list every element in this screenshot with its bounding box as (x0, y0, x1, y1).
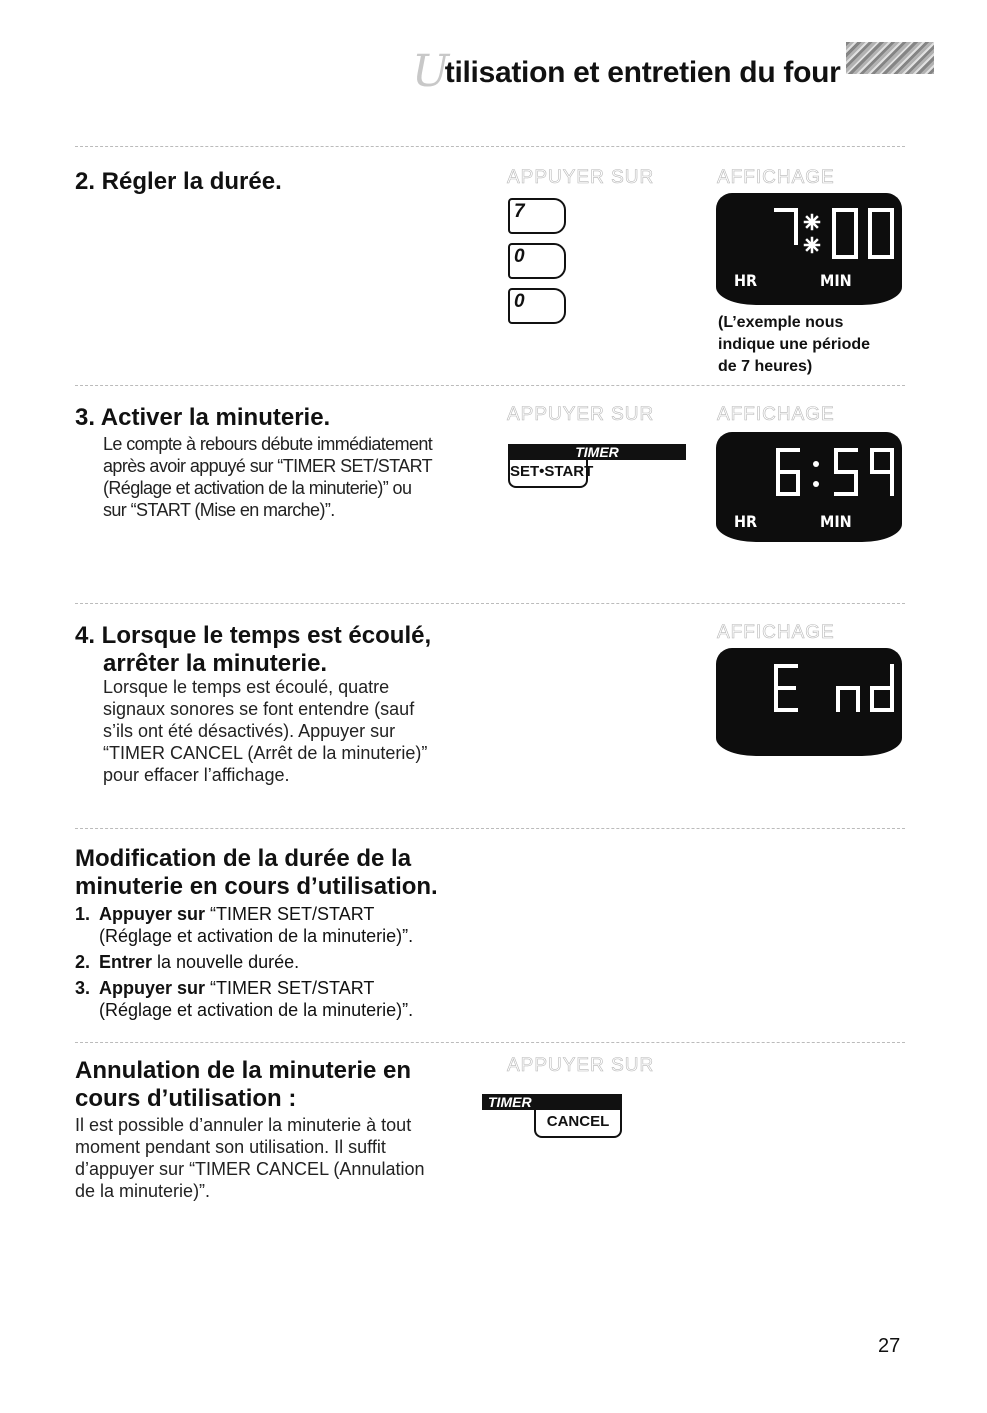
key-7[interactable] (508, 198, 566, 234)
key-0[interactable] (508, 288, 566, 324)
timer-label: TIMER (508, 444, 686, 460)
item-text: “TIMER SET/START (205, 978, 375, 998)
caption-line: (L’exemple nous (718, 314, 844, 331)
list-item (75, 951, 495, 973)
heading-line: Annulation de la minuterie en (75, 1057, 412, 1084)
hr-label: HR (734, 271, 758, 290)
text-line: signaux sonores se font entendre (sauf (103, 699, 415, 719)
item-bold: Entrer (99, 952, 153, 972)
key-0[interactable] (508, 243, 566, 279)
item-bold: Appuyer sur (99, 978, 206, 998)
text-line: (Réglage et activation de la minuterie)” ou (103, 478, 412, 498)
divider (75, 1042, 905, 1043)
press-column-label: APPUYER SUR (507, 1055, 655, 1076)
divider (75, 146, 905, 147)
step3-text (103, 433, 432, 521)
item-text: “TIMER SET/START (205, 904, 375, 924)
item-bold: Appuyer sur (99, 904, 206, 924)
title-decorative-initial: U (412, 46, 449, 97)
list-item (75, 903, 495, 925)
item-number: 1. (75, 904, 91, 924)
divider (75, 828, 905, 829)
item-continuation: (Réglage et activation de la minuterie)”. (99, 1000, 414, 1020)
display-6-59 (716, 432, 902, 542)
hr-label: HR (734, 512, 758, 531)
min-label: MIN (820, 271, 852, 290)
cancel-heading (75, 1057, 411, 1113)
page-number: 27 (878, 1335, 901, 1357)
cancel-label: CANCEL (534, 1110, 622, 1138)
caption-line: indique une période (718, 336, 871, 353)
text-line: sur “START (Mise en marche)”. (103, 500, 335, 520)
step2-heading: 2. Régler la durée. (75, 168, 282, 195)
text-line: Lorsque le temps est écoulé, quatre (103, 677, 390, 697)
page-title (412, 42, 841, 97)
key-label: 7 (514, 201, 525, 222)
text-line: Le compte à rebours débute immédiatement (103, 434, 433, 454)
timer-cancel-button[interactable] (482, 1088, 624, 1138)
key-label: 0 (514, 291, 525, 312)
item-number: 3. (75, 978, 91, 998)
text-line: après avoir appuyé sur “TIMER SET/START (103, 456, 433, 476)
item-number: 2. (75, 952, 91, 972)
title-text: tilisation et entretien du four (444, 56, 841, 89)
display-column-label: AFFICHAGE (717, 167, 835, 188)
step4-heading (75, 622, 431, 678)
heading-line: 4. Lorsque le temps est écoulé, (75, 622, 432, 649)
text-line: Il est possible d’annuler la minuterie à tout (75, 1115, 412, 1135)
heading-line: minuterie en cours d’utilisation. (75, 873, 438, 900)
text-line: de la minuterie)”. (75, 1181, 211, 1201)
display-column-label: AFFICHAGE (717, 622, 835, 643)
set-start-label: SET•START (508, 460, 588, 488)
text-line: pour effacer l’affichage. (103, 765, 290, 785)
caption-line: de 7 heures) (718, 358, 813, 375)
text-line: s’ils ont été désactivés). Appuyer sur (103, 721, 396, 741)
step4-text (103, 676, 427, 786)
cancel-text (75, 1114, 424, 1202)
heading-line: cours d’utilisation : (75, 1085, 297, 1112)
press-column-label: APPUYER SUR (507, 167, 655, 188)
divider (75, 385, 905, 386)
timer-label: TIMER (482, 1094, 622, 1110)
item-text: la nouvelle durée. (152, 952, 300, 972)
heading-line: arrêter la minuterie. (103, 650, 328, 677)
heading-line: Modification de la durée de la (75, 845, 412, 872)
step3-heading: 3. Activer la minuterie. (75, 404, 331, 431)
display-7-00 (716, 193, 902, 305)
seven-segment-end (716, 648, 902, 756)
display-end (716, 648, 902, 756)
display-column-label: AFFICHAGE (717, 404, 835, 425)
text-line: d’appuyer sur “TIMER CANCEL (Annulation (75, 1159, 425, 1179)
modification-list (75, 903, 495, 1021)
key-label: 0 (514, 246, 525, 267)
item-continuation: (Réglage et activation de la minuterie)”. (99, 926, 414, 946)
text-line: “TIMER CANCEL (Arrêt de la minuterie)” (103, 743, 428, 763)
modification-heading (75, 845, 438, 901)
text-line: moment pendant son utilisation. Il suffit (75, 1137, 386, 1157)
timer-set-start-button[interactable] (508, 438, 686, 488)
press-column-label: APPUYER SUR (507, 404, 655, 425)
divider (75, 603, 905, 604)
list-item (75, 977, 495, 999)
min-label: MIN (820, 512, 852, 531)
step2-caption (718, 312, 870, 378)
header-decoration (846, 42, 934, 74)
